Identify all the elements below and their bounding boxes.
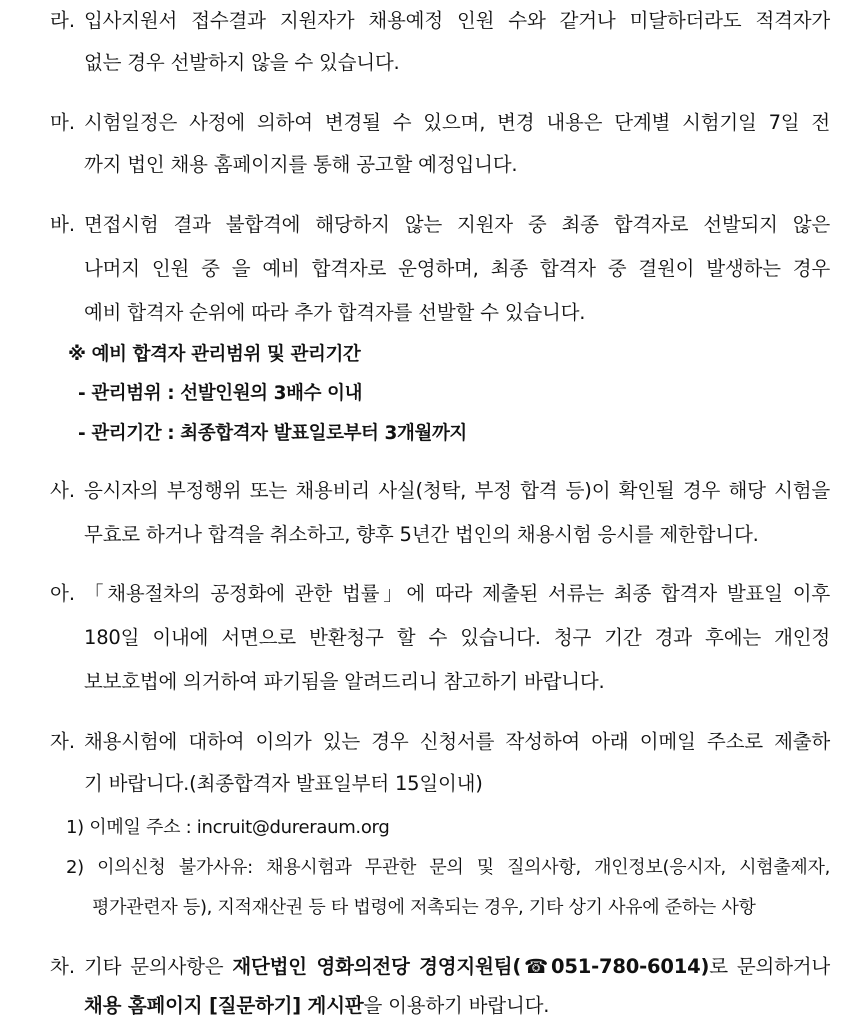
item-marker: 아.	[50, 582, 76, 605]
item-marker: 라.	[50, 9, 76, 32]
item-text-line: 시험일정은 사정에 의하여 변경될 수 있으며, 변경 내용은 단계별 시험기일 7일 전	[84, 111, 830, 134]
item-marker: 사.	[50, 479, 76, 502]
item-text-line: 예비 합격자 순위에 따라 추가 합격자를 선발할 수 있습니다.	[84, 301, 586, 324]
reserve-note-title: ※ 예비 합격자 관리범위 및 관리기간	[68, 344, 361, 365]
item-text-line: 보보호법에 의거하여 파기됨을 알려드리니 참고하기 바랍니다.	[84, 670, 605, 693]
item-marker: 차.	[50, 955, 76, 978]
contact-team: 재단법인 영화의전당 경영지원팀(☎051-780-6014)	[232, 955, 710, 978]
reserve-note-period: - 관리기간 : 최종합격자 발표일로부터 3개월까지	[78, 423, 467, 444]
board-line	[84, 993, 549, 1019]
item-text-line: 나머지 인원 중 을 예비 합격자로 운영하며, 최종 합격자 중 결원이 발생하는 경우	[84, 257, 830, 280]
item-text-line: 없는 경우 선발하지 않을 수 있습니다.	[84, 51, 400, 74]
objection-exclusions-cont: 평가관련자 등), 지적재산권 등 타 법령에 저촉되는 경우, 기타 상기 사유에 준하는 사항	[92, 897, 756, 918]
contact-line	[84, 954, 830, 980]
item-marker: 자.	[50, 730, 76, 753]
item-marker: 바.	[50, 213, 76, 236]
objection-exclusions: 2) 이의신청 불가사유: 채용시험과 무관한 문의 및 질의사항, 개인정보(응시자, 시험출제자,	[66, 857, 830, 878]
item-text-line: 까지 법인 채용 홈페이지를 통해 공고할 예정입니다.	[84, 153, 518, 176]
item-marker: 마.	[50, 111, 76, 134]
contact-text: 기타 문의사항은	[84, 955, 233, 978]
qna-board-reference: 채용 홈페이지 [질문하기] 게시판	[84, 994, 364, 1017]
item-text-line: 응시자의 부정행위 또는 채용비리 사실(청탁, 부정 합격 등)이 확인될 경우 해당 시험을	[84, 479, 830, 502]
item-text-line: 「채용절차의 공정화에 관한 법률」에 따라 제출된 서류는 최종 합격자 발표일 이후	[84, 582, 830, 605]
contact-text: 로 문의하거나	[709, 955, 831, 978]
item-text-line: 무효로 하거나 합격을 취소하고, 향후 5년간 법인의 채용시험 응시를 제한합니다.	[84, 523, 759, 546]
item-text-line: 180일 이내에 서면으로 반환청구 할 수 있습니다. 청구 기간 경과 후에는 개인정	[84, 626, 830, 649]
board-text: 을 이용하기 바랍니다.	[363, 994, 550, 1017]
reserve-note-range: - 관리범위 : 선발인원의 3배수 이내	[78, 383, 363, 404]
item-text-line: 면접시험 결과 불합격에 해당하지 않는 지원자 중 최종 합격자로 선발되지 않은	[84, 213, 830, 236]
objection-email: 1) 이메일 주소 : incruit@dureraum.org	[66, 817, 390, 838]
item-text-line: 채용시험에 대하여 이의가 있는 경우 신청서를 작성하여 아래 이메일 주소로 제출하	[84, 730, 830, 753]
item-text-line: 입사지원서 접수결과 지원자가 채용예정 인원 수와 같거나 미달하더라도 적격자가	[84, 9, 830, 32]
item-text-line: 기 바랍니다.(최종합격자 발표일부터 15일이내)	[84, 772, 483, 795]
